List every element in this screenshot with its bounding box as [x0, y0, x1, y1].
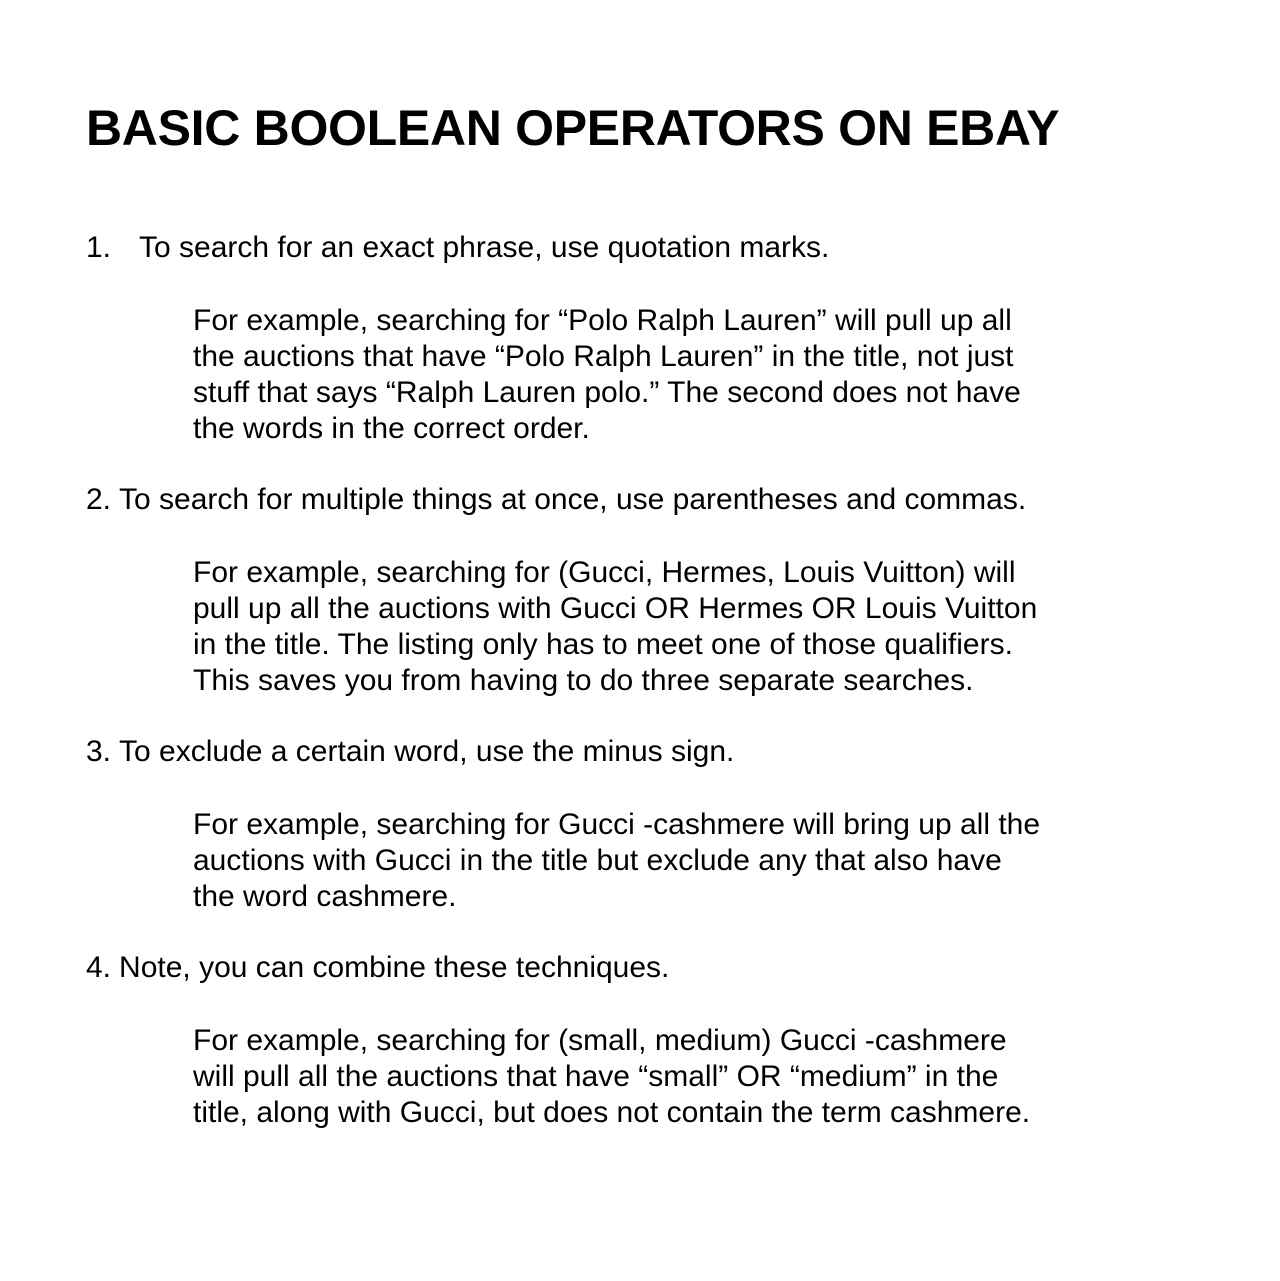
- example-line: the word cashmere.: [193, 880, 457, 913]
- page-title: BASIC BOOLEAN OPERATORS ON EBAY: [86, 100, 1060, 156]
- example-line: title, along with Gucci, but does not contain the term cashmere.: [193, 1096, 1031, 1129]
- list-item-1-text: To search for an exact phrase, use quotation marks.: [139, 231, 830, 264]
- list-item-3-example: [193, 807, 1040, 915]
- list-item-2-heading: [86, 482, 1026, 518]
- list-item-1-number: 1.: [86, 231, 112, 264]
- example-line: For example, searching for (small, medium) Gucci -cashmere: [193, 1024, 1007, 1057]
- example-line: the auctions that have “Polo Ralph Lauren” in the title, not just: [193, 340, 1014, 373]
- list-item-2-example: [193, 555, 1037, 699]
- example-line: the words in the correct order.: [193, 412, 590, 445]
- example-line: in the title. The listing only has to meet one of those qualifiers.: [193, 628, 1013, 661]
- list-item-2-number: 2.: [86, 483, 112, 516]
- example-line: For example, searching for “Polo Ralph Lauren” will pull up all: [193, 304, 1012, 337]
- list-item-1-example: [193, 303, 1021, 447]
- example-line: will pull all the auctions that have “small” OR “medium” in the: [193, 1060, 999, 1093]
- list-item-3-heading: [86, 734, 734, 770]
- list-item-1-heading: [86, 230, 829, 266]
- list-item-3-number: 3.: [86, 735, 112, 768]
- list-item-4-example: [193, 1023, 1030, 1131]
- list-item-3-text: To exclude a certain word, use the minus sign.: [119, 735, 735, 768]
- list-item-2-text: To search for multiple things at once, use parentheses and commas.: [119, 483, 1027, 516]
- list-item-4-heading: [86, 950, 669, 986]
- example-line: This saves you from having to do three separate searches.: [193, 664, 974, 697]
- list-item-4-text: Note, you can combine these techniques.: [119, 951, 670, 984]
- example-line: pull up all the auctions with Gucci OR Hermes OR Louis Vuitton: [193, 592, 1038, 625]
- example-line: For example, searching for Gucci -cashmere will bring up all the: [193, 808, 1041, 841]
- example-line: For example, searching for (Gucci, Hermes, Louis Vuitton) will: [193, 556, 1016, 589]
- list-item-4-number: 4.: [86, 951, 112, 984]
- example-line: stuff that says “Ralph Lauren polo.” The second does not have: [193, 376, 1021, 409]
- example-line: auctions with Gucci in the title but exclude any that also have: [193, 844, 1002, 877]
